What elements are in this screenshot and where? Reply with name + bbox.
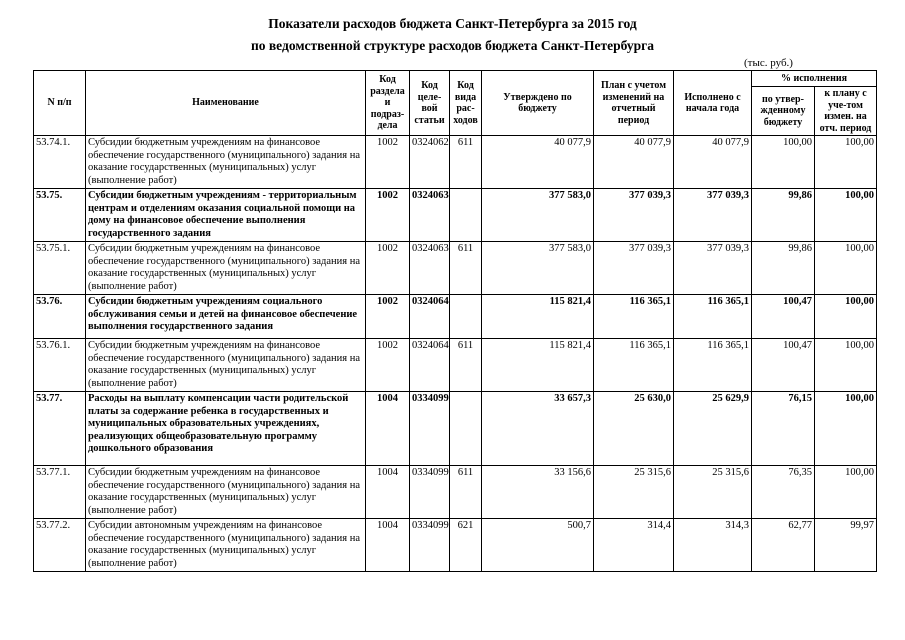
row-approved: 33 657,3 (482, 392, 594, 466)
row-type-code: 611 (450, 242, 482, 295)
row-number: 53.76.1. (34, 339, 86, 392)
report-subtitle: по ведомственной структуре расходов бюджета Санкт-Петербурга (250, 38, 655, 53)
header-section-code: Код раздела и подраз-дела (366, 71, 410, 136)
row-name: Расходы на выплату компенсации части родительской платы за содержание ребенка в государственных и муниципальных образовательных учреждениях, реализующих общеобразовательную программу дошкольного образования (86, 392, 366, 466)
row-approved: 500,7 (482, 519, 594, 572)
row-executed: 116 365,1 (674, 339, 752, 392)
row-pct-plan: 99,97 (815, 519, 877, 572)
row-target-code: 0324064 (410, 295, 450, 339)
row-executed: 40 077,9 (674, 136, 752, 189)
row-type-code (450, 392, 482, 466)
row-executed: 25 629,9 (674, 392, 752, 466)
header-num: N п/п (34, 71, 86, 136)
row-pct-approved: 100,47 (752, 339, 815, 392)
row-section-code: 1004 (366, 519, 410, 572)
row-number: 53.75.1. (34, 242, 86, 295)
table-row (34, 519, 877, 572)
row-pct-approved: 100,47 (752, 295, 815, 339)
row-name: Субсидии бюджетным учреждениям на финансовое обеспечение государственного (муниципального) задания на оказание государственных (муниципальных) услуг (выполнение работ) (86, 339, 366, 392)
row-pct-plan: 100,00 (815, 466, 877, 519)
row-pct-approved: 76,15 (752, 392, 815, 466)
row-pct-approved: 99,86 (752, 242, 815, 295)
row-approved: 40 077,9 (482, 136, 594, 189)
report-title: Показатели расходов бюджета Санкт-Петербурга за 2015 год (268, 16, 637, 31)
header-percent: % исполнения (752, 71, 877, 87)
units-label: (тыс. руб.) (744, 57, 793, 69)
row-plan: 25 315,6 (594, 466, 674, 519)
row-executed: 314,3 (674, 519, 752, 572)
row-plan: 314,4 (594, 519, 674, 572)
row-plan: 40 077,9 (594, 136, 674, 189)
row-number: 53.77.1. (34, 466, 86, 519)
row-executed: 377 039,3 (674, 242, 752, 295)
table-row (34, 242, 877, 295)
row-section-code: 1002 (366, 242, 410, 295)
row-section-code: 1002 (366, 189, 410, 242)
table-row (34, 392, 877, 466)
row-type-code (450, 295, 482, 339)
row-pct-plan: 100,00 (815, 339, 877, 392)
row-type-code: 611 (450, 466, 482, 519)
row-section-code: 1002 (366, 136, 410, 189)
table-row (34, 189, 877, 242)
row-target-code: 0324063 (410, 242, 450, 295)
row-number: 53.74.1. (34, 136, 86, 189)
table-row (34, 295, 877, 339)
row-name: Субсидии бюджетным учреждениям на финансовое обеспечение государственного (муниципального) задания на оказание государственных (муниципальных) услуг (выполнение работ) (86, 466, 366, 519)
row-target-code: 0324063 (410, 189, 450, 242)
row-type-code: 621 (450, 519, 482, 572)
row-number: 53.77. (34, 392, 86, 466)
row-target-code: 0324062 (410, 136, 450, 189)
row-pct-plan: 100,00 (815, 392, 877, 466)
header-executed: Исполнено с начала года (674, 71, 752, 136)
row-plan: 25 630,0 (594, 392, 674, 466)
row-plan: 116 365,1 (594, 295, 674, 339)
row-pct-approved: 100,00 (752, 136, 815, 189)
row-section-code: 1002 (366, 339, 410, 392)
row-target-code: 0324064 (410, 339, 450, 392)
row-pct-plan: 100,00 (815, 136, 877, 189)
row-pct-plan: 100,00 (815, 242, 877, 295)
row-executed: 25 315,6 (674, 466, 752, 519)
row-plan: 377 039,3 (594, 189, 674, 242)
table-row (34, 339, 877, 392)
header-pct-approved: по утвер-жденному бюджету (752, 87, 815, 136)
row-pct-plan: 100,00 (815, 189, 877, 242)
header-target-code: Код целе-вой статьи (410, 71, 450, 136)
row-pct-approved: 99,86 (752, 189, 815, 242)
header-plan: План с учетом изменений на отчетный период (594, 71, 674, 136)
header-type-code: Код вида рас-ходов (450, 71, 482, 136)
row-pct-approved: 76,35 (752, 466, 815, 519)
row-number: 53.77.2. (34, 519, 86, 572)
row-name: Субсидии бюджетным учреждениям на финансовое обеспечение государственного (муниципального) задания на оказание государственных (муниципальных) услуг (выполнение работ) (86, 242, 366, 295)
row-type-code: 611 (450, 339, 482, 392)
row-section-code: 1004 (366, 392, 410, 466)
row-approved: 33 156,6 (482, 466, 594, 519)
row-name: Субсидии бюджетным учреждениям социального обслуживания семьи и детей на финансовое обеспечение выполнения государственного задания (86, 295, 366, 339)
row-target-code: 0334099 (410, 519, 450, 572)
row-number: 53.76. (34, 295, 86, 339)
row-pct-plan: 100,00 (815, 295, 877, 339)
row-type-code: 611 (450, 136, 482, 189)
header-pct-plan: к плану с уче-том измен. на отч. период (815, 87, 877, 136)
table-body (34, 136, 877, 572)
row-executed: 377 039,3 (674, 189, 752, 242)
budget-table (33, 70, 877, 572)
row-approved: 377 583,0 (482, 189, 594, 242)
row-number: 53.75. (34, 189, 86, 242)
row-section-code: 1002 (366, 295, 410, 339)
row-approved: 377 583,0 (482, 242, 594, 295)
row-approved: 115 821,4 (482, 295, 594, 339)
row-type-code (450, 189, 482, 242)
row-pct-approved: 62,77 (752, 519, 815, 572)
row-target-code: 0334099 (410, 466, 450, 519)
row-section-code: 1004 (366, 466, 410, 519)
row-target-code: 0334099 (410, 392, 450, 466)
row-name: Субсидии бюджетным учреждениям - территориальным центрам и отделениям оказания социальной помощи на дому на финансовое обеспечение выполнения государственного задания (86, 189, 366, 242)
row-plan: 377 039,3 (594, 242, 674, 295)
row-approved: 115 821,4 (482, 339, 594, 392)
table-row (34, 136, 877, 189)
header-name: Наименование (86, 71, 366, 136)
table-row (34, 466, 877, 519)
row-name: Субсидии автономным учреждениям на финансовое обеспечение государственного (муниципального) задания на оказание государственных (муниципальных) услуг (выполнение работ) (86, 519, 366, 572)
row-plan: 116 365,1 (594, 339, 674, 392)
row-name: Субсидии бюджетным учреждениям на финансовое обеспечение государственного (муниципального) задания на оказание государственных (муниципальных) услуг (выполнение работ) (86, 136, 366, 189)
header-approved: Утверждено по бюджету (482, 71, 594, 136)
row-executed: 116 365,1 (674, 295, 752, 339)
